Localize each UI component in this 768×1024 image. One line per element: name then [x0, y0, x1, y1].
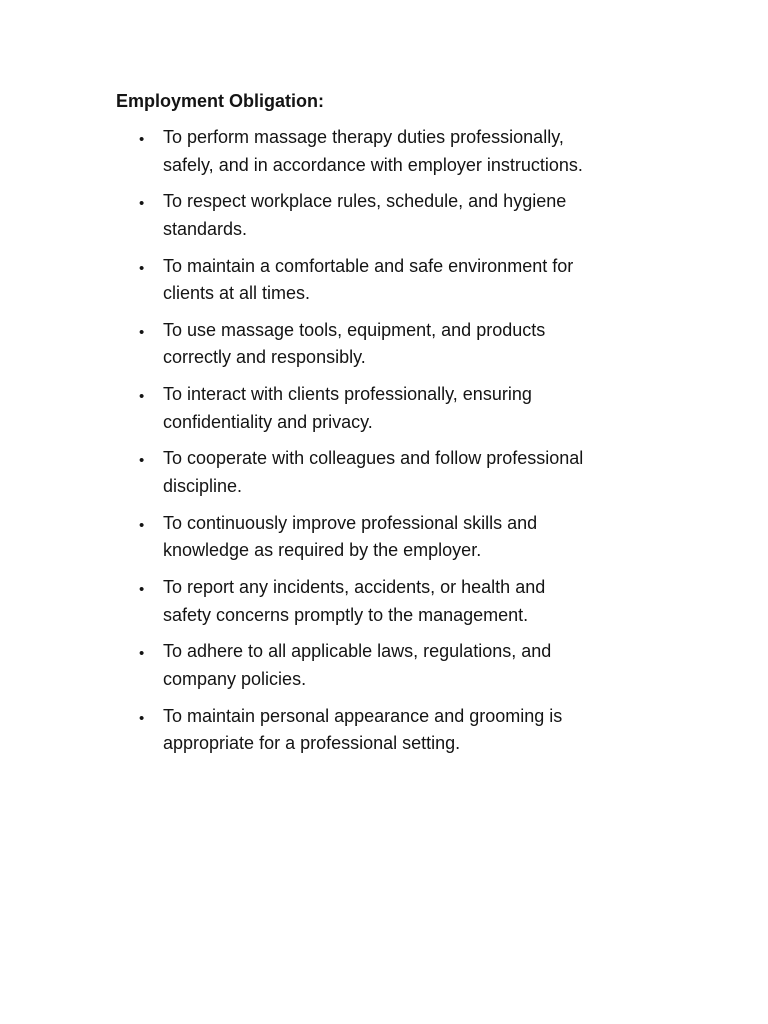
bullet-icon: • [139, 195, 145, 213]
bullet-icon: • [139, 516, 145, 534]
list-item-line: To continuously improve professional skills and [163, 512, 538, 533]
list-item-line: To maintain a comfortable and safe environment for [163, 255, 574, 276]
list-item-line: To report any incidents, accidents, or health and [163, 577, 546, 598]
list-item-line: confidentiality and privacy. [163, 411, 373, 432]
list-item-line: To respect workplace rules, schedule, and hygiene [163, 191, 567, 212]
bullet-icon: • [139, 131, 145, 148]
bullet-icon: • [139, 323, 145, 341]
bullet-icon: • [139, 645, 145, 663]
section-heading: Employment Obligation: [116, 91, 325, 111]
list-item-line: appropriate for a professional setting. [163, 733, 461, 754]
list-item-line: safety concerns promptly to the management. [163, 604, 529, 625]
list-item [0, 510, 768, 574]
list-item-line: company policies. [163, 668, 307, 689]
list-item-line: To cooperate with colleagues and follow professional [163, 448, 584, 469]
obligation-list [0, 124, 768, 767]
bullet-icon: • [139, 452, 145, 470]
bullet-icon: • [139, 388, 145, 406]
list-item-line: clients at all times. [163, 283, 311, 304]
bullet-icon: • [139, 709, 145, 727]
list-item [0, 253, 768, 317]
list-item-line: To maintain personal appearance and grooming is [163, 705, 563, 726]
bullet-icon: • [139, 259, 145, 277]
list-item [0, 445, 768, 509]
list-item-line: knowledge as required by the employer. [163, 540, 482, 561]
list-item [0, 638, 768, 702]
list-item [0, 703, 768, 767]
list-item-line: standards. [163, 218, 248, 239]
list-item-line: To interact with clients professionally, ensuring [163, 384, 532, 405]
list-item-line: safely, and in accordance with employer instructions. [163, 154, 583, 175]
bullet-icon: • [139, 581, 145, 599]
list-item [0, 188, 768, 252]
list-item-line: To perform massage therapy duties professionally, [163, 127, 564, 147]
list-item-line: discipline. [163, 475, 243, 496]
list-item [0, 574, 768, 638]
list-item-line: To use massage tools, equipment, and products [163, 319, 546, 340]
list-item-line: correctly and responsibly. [163, 347, 366, 368]
list-item [0, 381, 768, 445]
list-item [0, 124, 768, 188]
list-item [0, 317, 768, 381]
list-item-line: To adhere to all applicable laws, regulations, and [163, 641, 552, 662]
